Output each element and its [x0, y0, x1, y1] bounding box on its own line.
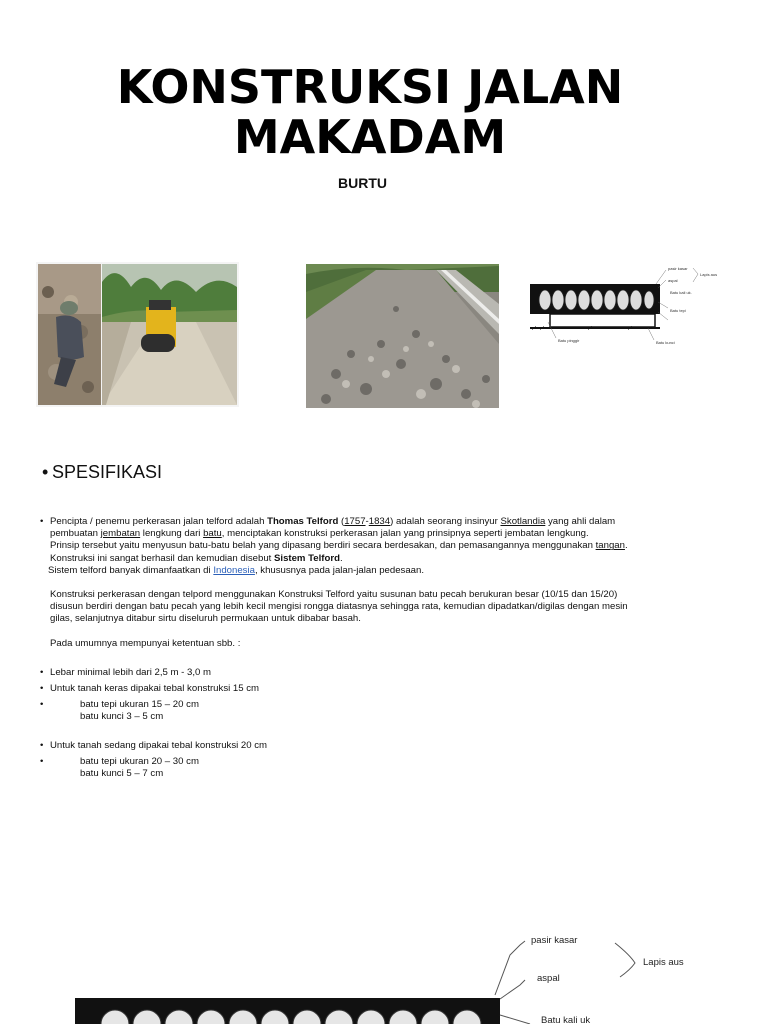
paragraph-line: [40, 528, 690, 540]
link-1834[interactable]: 1834: [368, 516, 391, 527]
list-item: • Lebar minimal lebih dari 2,5 m - 3,0 m: [40, 667, 690, 679]
text: (: [338, 516, 345, 527]
paragraph-line: gilas, selanjutnya ditabur sirtu diseluruh permukaan untuk dibabar basah.: [50, 613, 361, 625]
paragraph-line: [40, 553, 690, 565]
list-subitem: batu kunci 3 – 5 cm: [80, 711, 164, 723]
list-item: • Untuk tanah sedang dipakai tebal konstruksi 20 cm: [40, 740, 690, 752]
text: , menciptakan konstruksi perkerasan jalan yang prinsipnya seperti jembatan lengkung.: [221, 528, 589, 540]
construction-worker-photo: [36, 262, 239, 407]
list-item: • Untuk tanah keras dipakai tebal konstruksi 15 cm: [40, 683, 690, 695]
large-label-pasir-kasar: pasir kasar: [531, 935, 578, 946]
large-label-batu-kali: Batu kali uk: [541, 1015, 591, 1024]
small-label-batu-kunci: Batu kunci: [656, 340, 675, 345]
large-label-lapis-aus: Lapis aus: [643, 957, 684, 968]
page-subtitle: BURTU: [338, 175, 387, 191]
link-jembatan[interactable]: jembatan: [100, 528, 141, 540]
large-label-aspal: aspal: [537, 973, 560, 984]
list-subitem: • batu tepi ukuran 15 – 20 cm: [80, 699, 199, 711]
text: lengkung dari: [140, 528, 204, 540]
paragraph-line: disusun berdiri dengan batu pecah yang lebih kecil mengisi rongga diatasnya sehingga rata, kemudian dipadatkan/digilas dengan mesin: [50, 601, 628, 613]
list-subitem: batu kunci 5 – 7 cm: [80, 768, 164, 780]
spesifikasi-heading-text: SPESIFIKASI: [52, 462, 163, 482]
text: .: [624, 540, 628, 552]
text: , khususnya pada jalan-jalan pedesaan.: [254, 564, 425, 576]
paragraph-telford: [40, 516, 690, 528]
telford-cross-section-small: [528, 262, 723, 372]
spesifikasi-heading: [42, 462, 768, 483]
text: yang ahli dalam: [545, 516, 616, 527]
paragraph-line: Konstruksi perkerasan dengan telpord menggunakan Konstruksi Telford yaitu susunan batu pecah berukuran besar (10/15 dan 15/20): [50, 589, 618, 601]
paragraph-line: [40, 540, 690, 552]
macadam-road-photo: [306, 264, 499, 408]
specification-body: [40, 516, 690, 780]
text: pembuatan: [50, 528, 101, 540]
small-label-batu-tepi: Batu tepi: [670, 308, 686, 313]
small-label-batu-kali: Batu kali uk.: [670, 290, 692, 295]
inventor-name: Thomas Telford: [267, 516, 339, 527]
list-item: [40, 756, 690, 780]
text: .: [339, 552, 343, 564]
link-tangan[interactable]: tangan: [595, 540, 625, 552]
paragraph-line: Pada umumnya mempunyai ketentuan sbb. :: [50, 637, 241, 649]
small-label-batu-pinggir: Batu pinggir: [558, 338, 580, 343]
small-label-lapis: Lapis aus: [700, 272, 718, 277]
small-label-pasir: pasir kasar: [668, 266, 688, 271]
text: Konstruksi ini sangat berhasil dan kemudian disebut: [50, 552, 274, 564]
link-skotlandia[interactable]: Skotlandia: [500, 516, 546, 527]
small-label-aspal: aspal: [668, 278, 678, 283]
sistem-telford: Sistem Telford: [274, 552, 340, 564]
list-item: [40, 699, 690, 723]
text: -: [365, 516, 369, 527]
link-indonesia[interactable]: Indonesia: [213, 564, 255, 576]
paragraph-line: [40, 565, 690, 577]
text: Sistem telford banyak dimanfaatkan di: [48, 564, 214, 576]
link-batu[interactable]: batu: [203, 528, 222, 540]
list-subitem: • batu tepi ukuran 20 – 30 cm: [80, 755, 199, 767]
text: Pencipta / penemu perkerasan jalan telford adalah: [50, 516, 268, 527]
link-1757[interactable]: 1757: [344, 516, 366, 527]
text: ) adalah seorang insinyur: [390, 516, 501, 527]
text: Prinsip tersebut yaitu menyusun batu-batu belah yang dipasang berdiri secara berdesakan, dan pemasangannya menggunakan: [50, 540, 596, 552]
page-title: KONSTRUKSI JALAN MAKADAM: [116, 60, 624, 164]
telford-cross-section-large: [75, 925, 745, 1024]
